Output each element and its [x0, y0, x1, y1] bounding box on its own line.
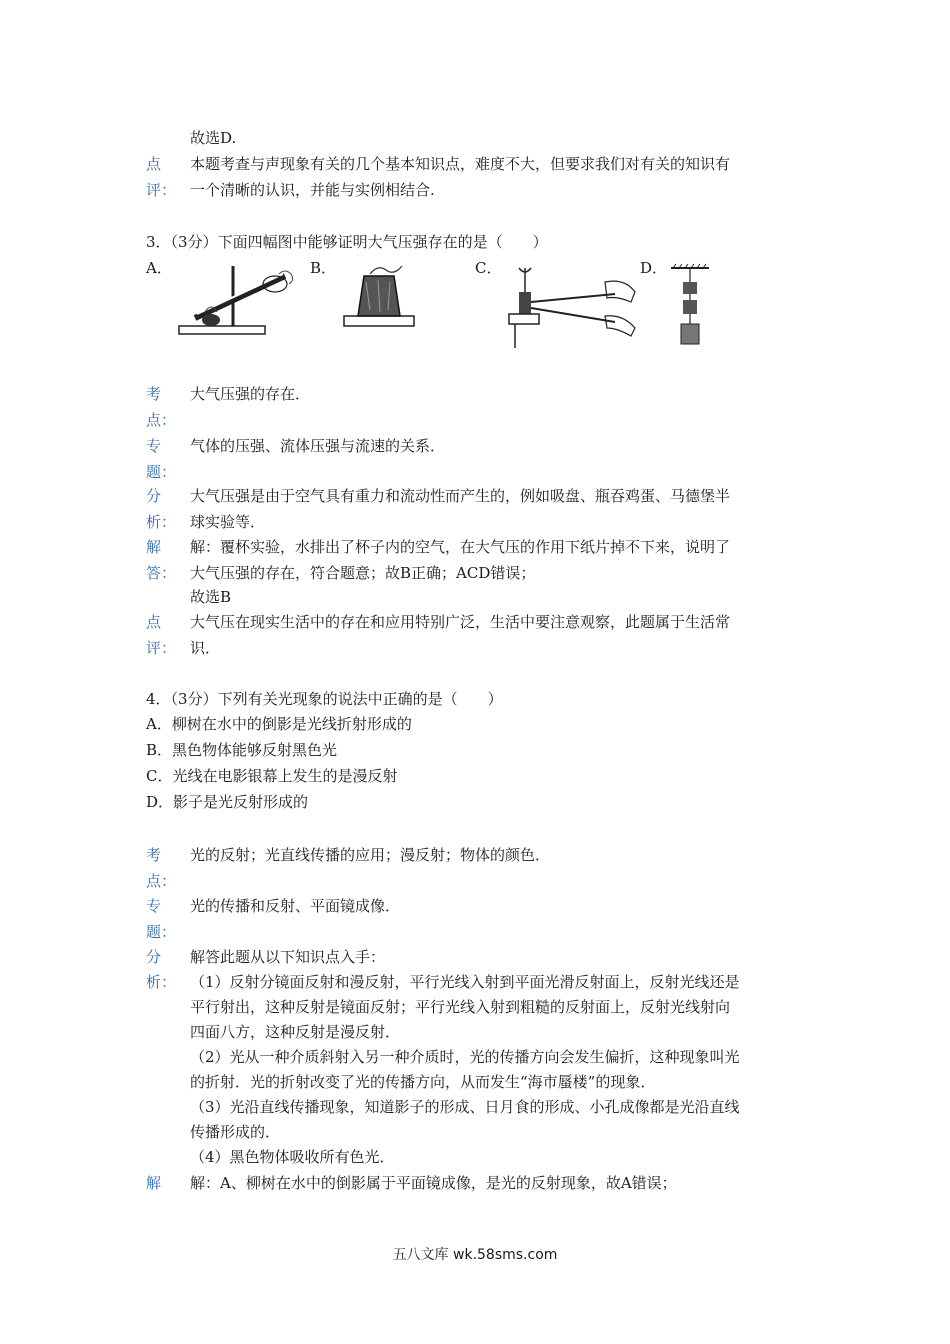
q3-zhuanti: 气体的压强、流体压强与流速的关系．: [190, 437, 446, 455]
q4-zhuanti: 光的传播和反射、平面镜成像．: [190, 897, 401, 915]
q4-kaodian-label-2: 点：: [146, 872, 177, 890]
q3-kaodian-label-2: 点：: [146, 411, 177, 429]
q4-stem: 4．（3分）下列有关光现象的说法中正确的是（ ）: [146, 690, 503, 708]
q3-jieda-line-1: 解：覆杯实验，水排出了杯子内的空气，在大气压的作用下纸片掉不下来，说明了: [190, 538, 731, 556]
q4-fenxi-line-2: （1）反射分镜面反射和漫反射，平行光线入射到平面光滑反射面上，反射光线还是: [190, 973, 740, 991]
q3-kaodian: 大气压强的存在．: [190, 385, 311, 403]
q4-fenxi-line-3: 平行射出，这种反射是镜面反射；平行光线入射到粗糙的反射面上，反射光线射向: [190, 998, 731, 1016]
q3-dianping-line-2: 识．: [190, 639, 221, 657]
q3-kaodian-label-1: 考: [146, 385, 162, 403]
q3-option-c: C．: [475, 259, 502, 277]
q3-fenxi-label-2: 析：: [146, 513, 177, 531]
q4-option-d: D．影子是光反射形成的: [146, 793, 309, 811]
q4-jieda-line-1: 解：A、柳树在水中的倒影属于平面镜成像，是光的反射现象，故A错误；: [190, 1174, 677, 1192]
q4-fenxi-line-9: （4）黑色物体吸收所有色光．: [190, 1148, 395, 1166]
q4-fenxi-line-8: 传播形成的．: [190, 1123, 281, 1141]
q4-fenxi-line-1: 解答此题从以下知识点入手：: [190, 948, 386, 966]
q4-fenxi-line-4: 四面八方，这种反射是漫反射．: [190, 1023, 401, 1041]
q3-dianping-label-2: 评：: [146, 639, 177, 657]
page-footer: 五八文库 wk.58sms.com: [392, 1247, 558, 1263]
figure-d-hanging-weights: [665, 262, 715, 352]
q3-fenxi-line-2: 球实验等．: [190, 513, 266, 531]
q4-jieda-label-1: 解: [146, 1174, 162, 1192]
q3-jieda-line-2: 大气压强的存在，符合题意；故B正确；ACD错误；: [190, 564, 536, 582]
q2-choice: 故选D.: [190, 129, 237, 147]
q4-option-b: B．黑色物体能够反射黑色光: [146, 741, 338, 759]
q3-dianping-label-1: 点: [146, 613, 162, 631]
q2-comment-label-1: 点: [146, 155, 162, 173]
q3-jieda-line-3: 故选B: [190, 588, 232, 606]
q3-zhuanti-label-2: 题：: [146, 463, 177, 481]
q4-kaodian-label-1: 考: [146, 846, 162, 864]
q3-zhuanti-label-1: 专: [146, 437, 162, 455]
figure-b-inverted-cup: [340, 262, 420, 332]
q4-fenxi-line-7: （3）光沿直线传播现象，知道影子的形成、日月食的形成、小孔成像都是光沿直线: [190, 1098, 740, 1116]
q3-dianping-line-1: 大气压在现实生活中的存在和应用特别广泛，生活中要注意观察，此题属于生活常: [190, 613, 731, 631]
figure-a-heating-apparatus: [175, 262, 300, 342]
q3-fenxi-line-1: 大气压强是由于空气具有重力和流动性而产生的，例如吸盘、瓶吞鸡蛋、马德堡半: [190, 487, 731, 505]
q4-fenxi-line-5: （2）光从一种介质斜射入另一种介质时，光的传播方向会发生偏折，这种现象叫光: [190, 1048, 740, 1066]
q4-fenxi-label-2: 析：: [146, 973, 177, 991]
figure-c-pulling-apparatus: [505, 262, 640, 352]
q4-fenxi-label-1: 分: [146, 948, 162, 966]
q4-option-a: A．柳树在水中的倒影是光线折射形成的: [146, 715, 412, 733]
q3-option-b: B．: [310, 259, 337, 277]
q4-fenxi-line-6: 的折射．光的折射改变了光的传播方向，从而发生“海市蜃楼”的现象．: [190, 1073, 656, 1091]
q3-option-d: D．: [640, 259, 668, 277]
q2-comment-line-1: 本题考查与声现象有关的几个基本知识点，难度不大，但要求我们对有关的知识有: [190, 155, 731, 173]
q4-zhuanti-label-1: 专: [146, 897, 162, 915]
q3-stem: 3．（3分）下面四幅图中能够证明大气压强存在的是（ ）: [146, 233, 548, 251]
q3-fenxi-label-1: 分: [146, 487, 162, 505]
q3-option-a: A．: [146, 259, 172, 277]
q2-comment-label-2: 评：: [146, 181, 177, 199]
q3-jieda-label-1: 解: [146, 538, 162, 556]
q3-jieda-label-2: 答：: [146, 564, 177, 582]
q4-kaodian: 光的反射；光直线传播的应用；漫反射；物体的颜色．: [190, 846, 551, 864]
q4-zhuanti-label-2: 题：: [146, 923, 177, 941]
q2-comment-line-2: 一个清晰的认识，并能与实例相结合.: [190, 181, 435, 199]
q4-option-c: C．光线在电影银幕上发生的是漫反射: [146, 767, 398, 785]
